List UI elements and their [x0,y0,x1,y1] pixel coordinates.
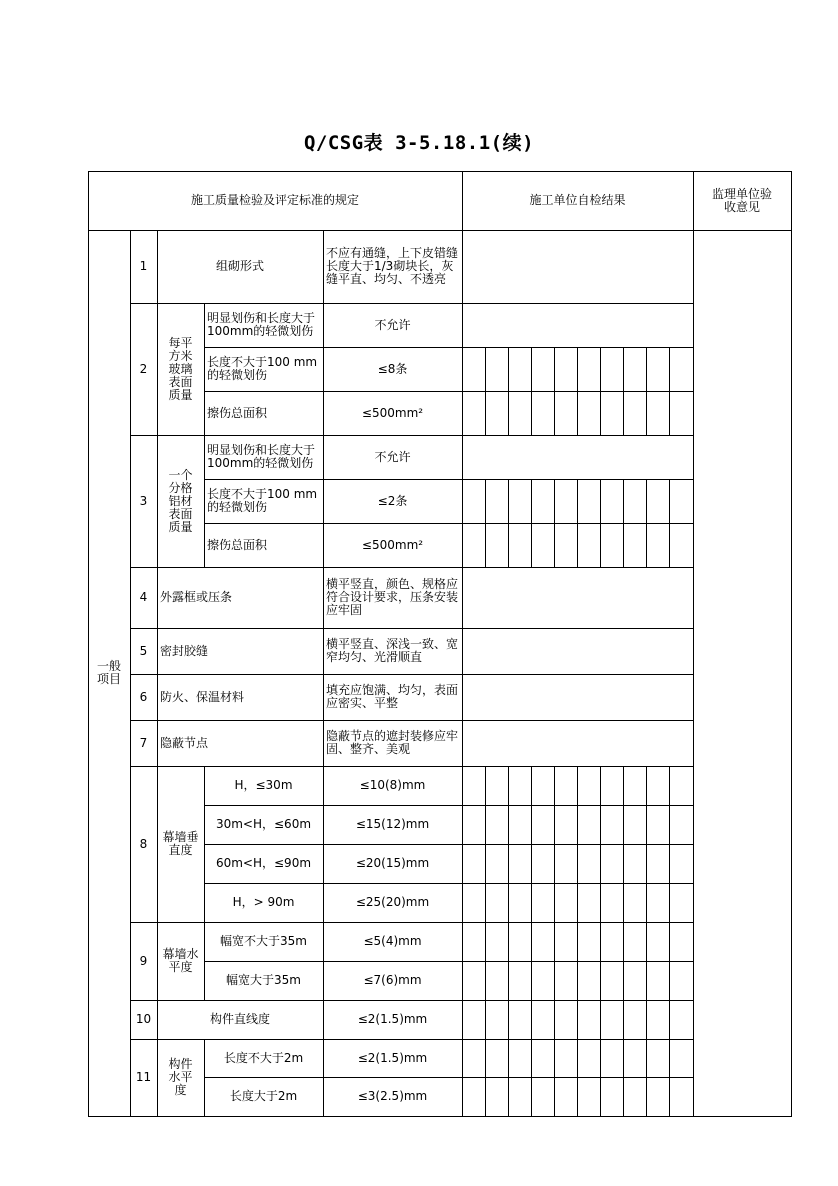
requirement: 横平竖直，颜色、规格应符合设计要求，压条安装应牢固 [326,577,459,617]
row-number: 3 [139,493,148,508]
requirement: 不允许 [374,449,411,464]
group-name: 构件水平度 [168,1057,193,1097]
grid-line [204,1039,205,1117]
grid-line [646,347,647,436]
group-name: 幕墙垂直度 [162,830,199,857]
row-number: 4 [139,590,148,604]
row-number: 5 [139,643,148,658]
header-standard: 施工质量检验及评定标准的规定 [190,193,359,207]
grid-line [204,883,694,884]
sub-item: 擦伤总面积 [207,537,268,552]
item-name: 防火、保温材料 [160,689,245,704]
grid-line [531,766,532,1117]
grid-line [323,230,324,304]
grid-line [88,1116,792,1117]
sub-item: 长度不大于2m [223,1050,304,1065]
grid-line [204,766,205,1001]
requirement: ≤8条 [377,361,408,376]
grid-line [204,805,694,806]
grid-line [88,171,792,172]
requirement: ≤2(1.5)mm [357,1050,428,1065]
sub-item: 长度大于2m [229,1089,298,1103]
grid-line [600,766,601,1117]
grid-line [204,391,694,392]
requirement: 填充应饱满、均匀，表面应密实、平整 [326,683,459,710]
grid-line [623,766,624,1117]
grid-line [531,479,532,568]
grid-line [600,479,601,568]
grid-line [508,347,509,436]
row-number: 8 [139,836,148,851]
row-number: 7 [139,735,148,750]
grid-line [577,347,578,436]
grid-line [577,479,578,568]
grid-line [204,961,694,962]
item-name: 隐蔽节点 [160,735,209,750]
grid-line [646,766,647,1117]
requirement: ≤7(6)mm [363,973,422,987]
grid-line [485,347,486,436]
grid-line [600,347,601,436]
requirement: ≤500mm² [361,537,424,552]
grid-line [204,479,694,480]
grid-line [669,766,670,1117]
grid-line [646,479,647,568]
grid-line [323,567,324,1117]
grid-line [130,567,694,568]
row-number: 1 [139,259,148,273]
grid-line [204,303,205,568]
row-number: 2 [139,361,148,376]
requirement: 不允许 [374,317,411,332]
grid-line [88,230,792,231]
item-name: 组砌形式 [215,259,264,273]
row-number: 10 [135,1012,152,1026]
requirement: ≤5(4)mm [363,934,422,948]
grid-line [130,674,694,675]
row-number: 9 [139,953,148,968]
sub-item: 30m<H，≤60m [215,817,312,831]
grid-line [130,435,694,436]
requirement: ≤25(20)mm [355,895,430,909]
header-supervisor: 监理单位验收意见 [711,186,772,214]
grid-line [462,171,463,1117]
row-number: 11 [135,1070,152,1084]
grid-line [669,347,670,436]
grid-line [130,720,694,721]
sub-item: 长度不大于100 mm的轻微划伤 [207,487,318,514]
requirement: ≤10(8)mm [359,778,426,792]
requirement: ≤500mm² [361,405,424,420]
grid-line [204,347,694,348]
grid-line [669,479,670,568]
grid-line [204,523,694,524]
grid-line [623,479,624,568]
item-name: 构件直线度 [209,1012,270,1026]
sub-item: 明显划伤和长度大于100mm的轻微划伤 [207,311,316,338]
requirement: ≤2条 [377,493,408,508]
grid-line [693,171,694,1117]
sub-item: 幅宽大于35m [226,973,301,987]
grid-line [508,479,509,568]
grid-line [554,479,555,568]
sub-item: 60m<H，≤90m [215,856,312,870]
grid-line [204,1077,694,1078]
grid-line [323,303,324,568]
requirement: ≤3(2.5)mm [357,1089,428,1103]
grid-line [130,628,694,629]
sub-item: 明显划伤和长度大于100mm的轻微划伤 [207,443,316,470]
grid-line [623,347,624,436]
grid-line [88,171,89,1117]
sub-item: 长度不大于100 mm的轻微划伤 [207,355,318,382]
sub-item: H，> 90m [232,895,295,909]
grid-line [531,347,532,436]
requirement: ≤20(15)mm [355,856,430,870]
requirement: 不应有通缝，上下皮错缝长度大于1/3砌块长，灰缝平直、均匀、不透亮 [326,246,459,286]
grid-line [485,479,486,568]
requirement: ≤15(12)mm [355,817,430,831]
grid-line [130,766,694,767]
group-name: 一个分格铝材表面质量 [168,467,193,534]
grid-line [130,1000,694,1001]
header-self-check: 施工单位自检结果 [529,193,626,207]
grid-line [577,766,578,1117]
form-title: Q/CSG表 3-5.18.1(续) [303,132,535,154]
grid-line [554,766,555,1117]
sub-item: 幅宽不大于35m [220,934,307,948]
group-name: 幕墙水平度 [162,947,199,974]
grid-line [485,766,486,1117]
item-name: 密封胶缝 [160,643,209,658]
grid-line [130,303,694,304]
sub-item: 擦伤总面积 [207,405,268,420]
requirement: 隐蔽节点的遮封装修应牢固、整齐、美观 [326,729,459,756]
grid-line [554,347,555,436]
grid-line [204,844,694,845]
grid-line [130,1039,694,1040]
requirement: 横平竖直、深浅一致、宽窄均匀、光滑顺直 [326,637,459,664]
group-name: 每平方米玻璃表面质量 [168,335,193,402]
grid-line [508,766,509,1117]
item-name: 外露框或压条 [160,590,233,604]
category-label: 一般项目 [96,659,121,686]
sub-item: H，≤30m [234,778,293,792]
grid-line [130,922,694,923]
grid-line [791,171,792,1117]
row-number: 6 [139,689,148,704]
requirement: ≤2(1.5)mm [357,1012,428,1026]
